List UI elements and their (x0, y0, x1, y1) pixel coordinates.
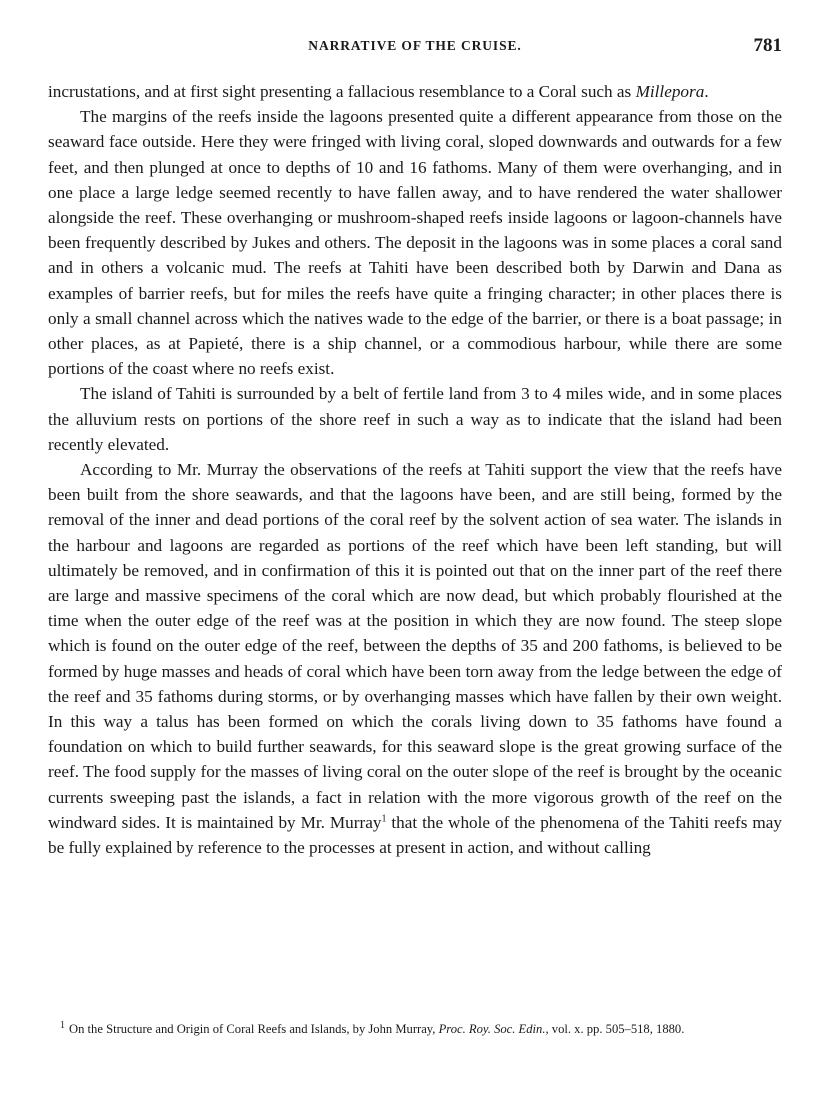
page-header (48, 35, 782, 62)
footnote-mark: 1 (60, 1019, 65, 1031)
paragraph-1-text: incrustations, and at first sight presenting a fallacious resemblance to a Coral such as (48, 82, 636, 101)
paragraph-4 (48, 457, 782, 860)
paragraph-4-text: According to Mr. Murray the observations of the reefs at Tahiti support the view that the reefs have been built from the shore seawards, and that the lagoons have been, and are still being, formed by the removal of the inner and dead portions of the coral reef by the solvent action of sea water. The islands in the harbour and lagoons are regarded as portions of the reef which have been left standing, but will ultimately be removed, and in confirmation of this it is pointed out that on the inner part of the reef there are large and massive specimens of the coral which are now dead, but which probably flourished at the time when the outer edge of the reef was at the position in which they are now found. The steep slope which is found on the outer edge of the reef, between the depths of 35 and 200 fathoms, is believed to be formed by huge masses and heads of coral which have been torn away from the ledge between the edge of the reef and 35 fathoms during storms, or by overhanging masses which have fallen by their own weight. In this way a talus has been formed on which the corals living down to 35 fathoms have found a foundation on which to build further seawards, for this seaward slope is the great growing surface of the reef. The food supply for the masses of living coral on the outer slope of the reef is brought by the oceanic currents sweeping past the islands, a fact in relation with the more vigorous growth of the reef on the windward sides. It is maintained by Mr. Murray (48, 460, 782, 832)
paragraph-1 (48, 79, 782, 104)
footnote-end: , vol. x. pp. 505–518, 1880. (545, 1022, 685, 1036)
paragraph-2: The margins of the reefs inside the lagoons presented quite a different appearance from those on the seaward face outside. Here they were fringed with living coral, sloped downwards and outwards for a few feet, and then plunged at once to depths of 10 and 16 fathoms. Many of them were overhanging, and in one place a large ledge seemed recently to have fallen away, and to have rendered the water shallower alongside the reef. These overhanging or mushroom-shaped reefs inside lagoons or lagoon-channels have been frequently described by Jukes and others. The deposit in the lagoons was in some places a coral sand and in others a volcanic mud. The reefs at Tahiti have been described both by Darwin and Dana as examples of barrier reefs, but for miles the reefs have quite a fringing character; in other places there is only a small channel across which the natives wade to the edge of the barrier, or there is a boat passage; in other places, as at Papieté, there is a ship channel, or a commodious harbour, while there are some portions of the coast where no reefs exist. (48, 107, 782, 379)
running-head: NARRATIVE OF THE CRUISE. (308, 38, 522, 53)
footnote-text: On the Structure and Origin of Coral Reefs and Islands, by John Murray, (69, 1022, 439, 1036)
paragraph-1-italic-term: Millepora (635, 82, 705, 101)
paragraph-4-end: that the whole of the phenomena of the Tahiti reefs may be fully explained by reference to the processes at present in action, and without calling (48, 812, 782, 858)
footnote (48, 1020, 782, 1038)
paragraph-1-end: . (704, 82, 709, 101)
paragraph-3: The island of Tahiti is surrounded by a belt of fertile land from 3 to 4 miles wide, and in some places the alluvium rests on portions of the shore reef in such a way as to indicate that the island had been recently elevated. (48, 384, 782, 454)
footnote-citation: Proc. Roy. Soc. Edin. (438, 1022, 546, 1036)
footnote-reference: 1 (381, 813, 387, 825)
body-text (48, 79, 782, 860)
page-number: 781 (753, 35, 782, 56)
